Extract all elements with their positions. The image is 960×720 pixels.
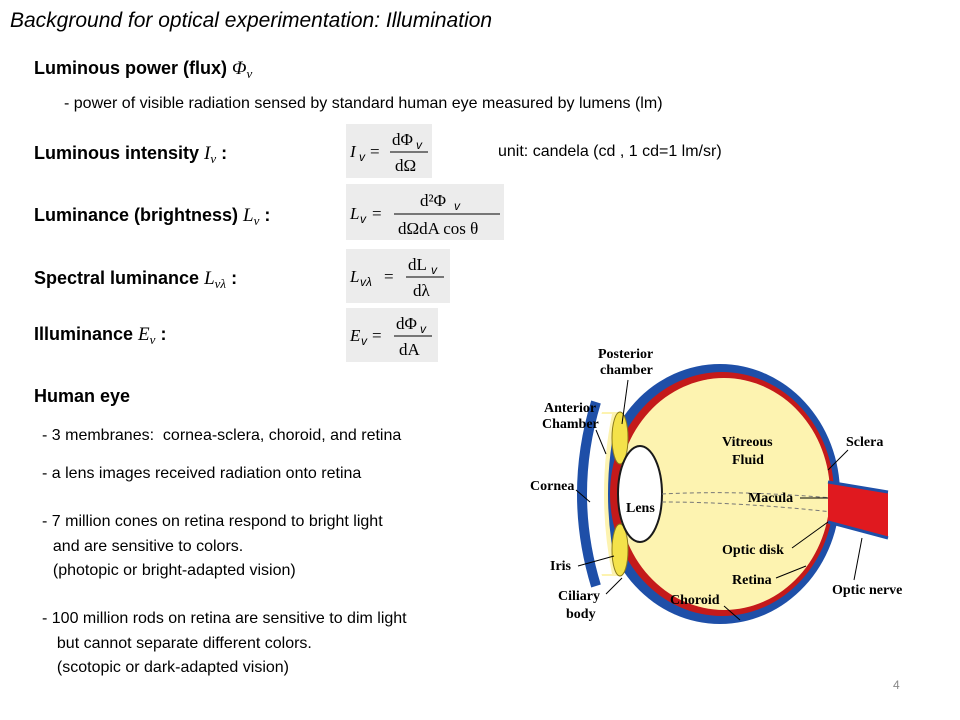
- slide-title: Background for optical experimentation: Illumination: [10, 9, 493, 32]
- formula-numerator-sub: v: [431, 263, 437, 277]
- lens-shape: [618, 446, 662, 542]
- svg-text:=: =: [372, 204, 382, 223]
- formula-numerator-sub: v: [416, 138, 422, 152]
- formula-numerator-sub: v: [420, 322, 426, 336]
- label-ciliary-body-2: body: [566, 607, 596, 622]
- formula-numerator: dL: [408, 255, 427, 274]
- luminous-power-subscript: v: [246, 66, 253, 81]
- luminous-intensity-formula: [346, 124, 432, 178]
- svg-text:=: =: [370, 142, 380, 161]
- illuminance-subscript: v: [149, 332, 156, 347]
- formula-denominator: dA: [399, 340, 420, 359]
- label-choroid: Choroid: [670, 593, 720, 608]
- luminous-intensity-colon: :: [221, 143, 228, 163]
- formula-numerator: dΦ: [396, 314, 417, 333]
- luminous-power-label: Luminous power (flux): [34, 58, 227, 78]
- luminous-power-description: - power of visible radiation sensed by standard human eye measured by lumens (lm): [64, 95, 663, 112]
- luminous-intensity-label: Luminous intensity: [34, 143, 200, 163]
- label-vitreous-fluid: Vitreous: [722, 435, 773, 450]
- illuminance-label: Illuminance: [34, 324, 134, 344]
- label-posterior-chamber-2: chamber: [600, 363, 653, 378]
- eye-bullet-cones-line3: (photopic or bright-adapted vision): [44, 562, 296, 579]
- label-optic-disk: Optic disk: [722, 543, 784, 558]
- luminous-power-symbol: Φ: [232, 58, 247, 79]
- label-optic-nerve: Optic nerve: [832, 583, 903, 598]
- luminous-intensity-subscript: v: [210, 151, 217, 166]
- label-posterior-chamber: Posterior: [598, 347, 654, 362]
- eye-bullet-membranes: - 3 membranes: cornea-sclera, choroid, and retina: [42, 427, 402, 444]
- formula-numerator: dΦ: [392, 130, 413, 149]
- formula-lhs-sub: v: [360, 212, 366, 226]
- illuminance-colon: :: [160, 324, 167, 344]
- spectral-luminance-subscript: vλ: [214, 276, 227, 291]
- spectral-luminance-label: Spectral luminance: [34, 268, 200, 288]
- luminous-power-heading: [34, 58, 252, 82]
- luminance-symbol: L: [243, 205, 254, 226]
- page-number: 4: [893, 678, 900, 692]
- eye-bullet-cones-line2: and are sensitive to colors.: [44, 538, 244, 555]
- formula-lhs: E: [350, 326, 361, 345]
- svg-text:=: =: [372, 326, 382, 345]
- eye-bullet-rods-line2: but cannot separate different colors.: [48, 635, 312, 652]
- label-anterior-chamber: Anterior: [544, 401, 597, 416]
- spectral-luminance-heading: [34, 268, 237, 292]
- eye-bullet-cones: - 7 million cones on retina respond to bright light: [42, 513, 383, 530]
- luminance-label: Luminance (brightness): [34, 205, 239, 225]
- luminance-colon: :: [264, 205, 271, 225]
- candela-unit-note: unit: candela (cd , 1 cd=1 lm/sr): [498, 143, 722, 160]
- luminous-intensity-symbol: I: [204, 143, 211, 164]
- formula-denominator: dΩdA cos θ: [398, 219, 479, 238]
- label-macula: Macula: [748, 491, 794, 506]
- svg-text:=: =: [384, 267, 394, 286]
- label-anterior-chamber-2: Chamber: [542, 417, 599, 432]
- formula-lhs: I: [350, 142, 356, 161]
- eye-cross-section-diagram: [510, 342, 930, 642]
- label-retina: Retina: [732, 573, 772, 588]
- formula-denominator: dΩ: [395, 156, 417, 175]
- human-eye-heading: Human eye: [34, 386, 131, 406]
- illuminance-heading: [34, 324, 166, 348]
- label-ciliary-body: Ciliary: [558, 589, 600, 604]
- formula-lhs: L: [350, 204, 360, 223]
- illuminance-symbol: E: [138, 324, 150, 345]
- luminance-heading: [34, 205, 270, 229]
- formula-lhs: L: [350, 267, 360, 286]
- formula-lhs-sub: v: [361, 334, 367, 348]
- formula-denominator: dλ: [413, 281, 430, 300]
- luminance-subscript: v: [253, 213, 260, 228]
- label-vitreous-fluid-2: Fluid: [732, 453, 764, 468]
- formula-numerator: d²Φ: [420, 191, 447, 210]
- eye-bullet-rods: - 100 million rods on retina are sensitive to dim light: [42, 610, 407, 627]
- eye-bullet-lens: - a lens images received radiation onto retina: [42, 465, 362, 482]
- label-iris: Iris: [550, 559, 571, 574]
- formula-numerator-sub: v: [454, 199, 460, 213]
- formula-lhs-sub: vλ: [360, 275, 372, 289]
- spectral-luminance-symbol: L: [204, 268, 215, 289]
- label-lens: Lens: [626, 501, 655, 516]
- formula-lhs-sub: v: [359, 150, 365, 164]
- eye-bullet-rods-line3: (scotopic or dark-adapted vision): [48, 659, 289, 676]
- luminance-formula: [346, 184, 504, 240]
- luminous-intensity-heading: [34, 143, 227, 167]
- label-cornea: Cornea: [530, 479, 575, 494]
- spectral-luminance-formula: [346, 249, 450, 303]
- illuminance-formula: [346, 308, 438, 362]
- spectral-luminance-colon: :: [231, 268, 238, 288]
- label-sclera: Sclera: [846, 435, 884, 450]
